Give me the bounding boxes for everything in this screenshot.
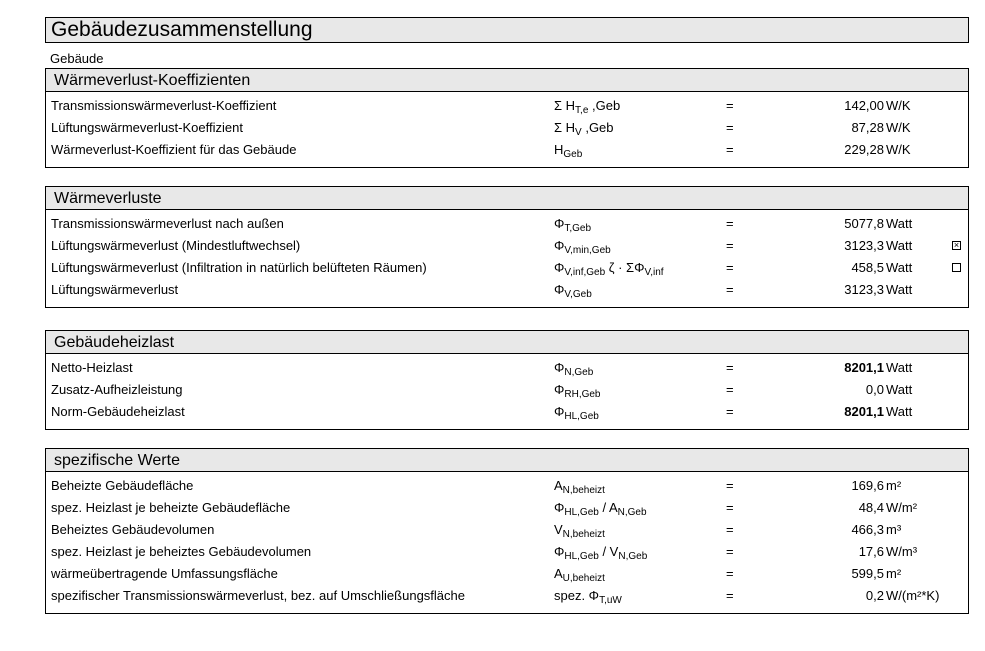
section-body (46, 92, 968, 167)
table-row (46, 357, 968, 379)
row-value: 0,2 (865, 588, 884, 603)
row-symbol: $A_{U,beheizt}$ (554, 566, 605, 584)
row-unit: W/m³ (886, 544, 918, 559)
row-label: wärmeübertragende Umfassungsfläche (51, 566, 278, 581)
table-row (46, 139, 968, 161)
row-label: spez. Heizlast je beheiztes Gebäudevolumen (51, 544, 312, 559)
section-0 (45, 68, 969, 168)
row-label: Lüftungswärmeverlust (51, 282, 179, 297)
table-row (46, 213, 968, 235)
table-row (46, 235, 968, 257)
row-symbol: $\Phi_{HL,Geb}$ (554, 404, 599, 422)
row-label: Transmissionswärmeverlust nach außen (51, 216, 284, 231)
row-value: 8201,1 (844, 360, 884, 375)
row-label: Lüftungswärmeverlust-Koeffizient (51, 120, 243, 135)
row-value: 17,6 (858, 544, 884, 559)
row-checkbox[interactable] (952, 263, 961, 272)
row-equals: = (726, 404, 734, 419)
row-equals: = (726, 360, 734, 375)
row-value: 8201,1 (844, 404, 884, 419)
table-row (46, 117, 968, 139)
section-body (46, 210, 968, 307)
row-unit: W/K (886, 120, 911, 135)
row-symbol: $\Phi_{V,inf,Geb}$ $\zeta \cdot \Sigma\Phi_{V,inf}$ (554, 260, 664, 278)
row-value: 3123,3 (844, 282, 884, 297)
section-2 (45, 330, 969, 430)
row-unit: m³ (886, 522, 902, 537)
row-equals: = (726, 282, 734, 297)
row-symbol: $H_{Geb}$ (554, 142, 583, 160)
row-symbol: $\Phi_{V,min,Geb}$ (554, 238, 611, 256)
row-unit: Watt (886, 382, 913, 397)
row-label: Transmissionswärmeverlust-Koeffizient (51, 98, 277, 113)
row-label: Lüftungswärmeverlust (Infiltration in natürlich belüfteten Räumen) (51, 260, 427, 275)
row-unit: Watt (886, 238, 913, 253)
table-row (46, 401, 968, 423)
row-label: Zusatz-Aufheizleistung (51, 382, 183, 397)
row-unit: W/K (886, 142, 911, 157)
row-symbol: $A_{N,beheizt}$ (554, 478, 605, 496)
section-header: Gebäudeheizlast (46, 331, 968, 354)
section-header: Wärmeverlust-Koeffizienten (46, 69, 968, 92)
row-equals: = (726, 260, 734, 275)
section-1 (45, 186, 969, 308)
row-equals: = (726, 566, 734, 581)
row-equals: = (726, 544, 734, 559)
row-unit: W/(m²*K) (886, 588, 940, 603)
row-unit: W/m² (886, 500, 918, 515)
row-value: 169,6 (851, 478, 884, 493)
row-equals: = (726, 238, 734, 253)
row-unit: Watt (886, 404, 913, 419)
row-equals: = (726, 500, 734, 515)
row-label: Beheizte Gebäudefläche (51, 478, 194, 493)
table-row (46, 585, 968, 607)
row-value: 0,0 (865, 382, 884, 397)
row-unit: W/K (886, 98, 911, 113)
row-value: 3123,3 (844, 238, 884, 253)
row-equals: = (726, 522, 734, 537)
section-body (46, 354, 968, 429)
table-row (46, 379, 968, 401)
row-symbol: $\Phi_{T,Geb}$ (554, 216, 592, 234)
row-label: spez. Heizlast je beheizte Gebäudefläche (51, 500, 291, 515)
row-unit: Watt (886, 360, 913, 375)
row-symbol: Σ $H_{T,e}$ ,Geb (554, 98, 621, 116)
row-value: 599,5 (851, 566, 884, 581)
table-row (46, 475, 968, 497)
row-unit: m² (886, 566, 902, 581)
row-label: Lüftungswärmeverlust (Mindestluftwechsel) (51, 238, 301, 253)
row-checkbox[interactable]: × (953, 240, 960, 250)
row-value: 5077,8 (844, 216, 884, 231)
row-symbol: $\Phi_{HL,Geb} / A_{N,Geb}$ (554, 500, 647, 518)
row-unit: Watt (886, 216, 913, 231)
table-row (46, 257, 968, 279)
row-equals: = (726, 382, 734, 397)
row-symbol: $\Phi_{N,Geb}$ (554, 360, 594, 378)
row-equals: = (726, 478, 734, 493)
row-label: Netto-Heizlast (51, 360, 133, 375)
row-equals: = (726, 98, 734, 113)
row-symbol: Σ $H_V$ ,Geb (554, 120, 614, 138)
row-label: Norm-Gebäudeheizlast (51, 404, 185, 419)
section-header: spezifische Werte (46, 449, 968, 472)
row-unit: Watt (886, 260, 913, 275)
section-header: Wärmeverluste (46, 187, 968, 210)
row-value: 142,00 (844, 98, 884, 113)
table-row (46, 95, 968, 117)
row-value: 87,28 (851, 120, 884, 135)
row-equals: = (726, 142, 734, 157)
section-3 (45, 448, 969, 614)
row-symbol: $\Phi_{HL,Geb} / V_{N,Geb}$ (554, 544, 648, 562)
row-symbol: $\Phi_{V,Geb}$ (554, 282, 592, 300)
row-label: Wärmeverlust-Koeffizient für das Gebäude (51, 142, 297, 157)
row-label: Beheiztes Gebäudevolumen (51, 522, 215, 537)
table-row (46, 563, 968, 585)
row-value: 48,4 (858, 500, 884, 515)
row-value: 458,5 (851, 260, 884, 275)
row-equals: = (726, 120, 734, 135)
row-symbol: spez. $\Phi_{T,uW}$ (554, 588, 622, 606)
table-row (46, 279, 968, 301)
row-equals: = (726, 216, 734, 231)
page-title: Gebäudezusammenstellung (45, 17, 969, 43)
row-unit: m² (886, 478, 902, 493)
table-row (46, 519, 968, 541)
table-row (46, 541, 968, 563)
page-subtitle: Gebäude (50, 51, 104, 66)
row-symbol: $\Phi_{RH,Geb}$ (554, 382, 601, 400)
row-unit: Watt (886, 282, 913, 297)
table-row (46, 497, 968, 519)
row-symbol: $V_{N,beheizt}$ (554, 522, 605, 540)
row-value: 466,3 (851, 522, 884, 537)
section-body (46, 472, 968, 613)
row-value: 229,28 (844, 142, 884, 157)
row-label: spezifischer Transmissionswärmeverlust, bez. auf Umschließungsfläche (51, 588, 465, 603)
row-equals: = (726, 588, 734, 603)
